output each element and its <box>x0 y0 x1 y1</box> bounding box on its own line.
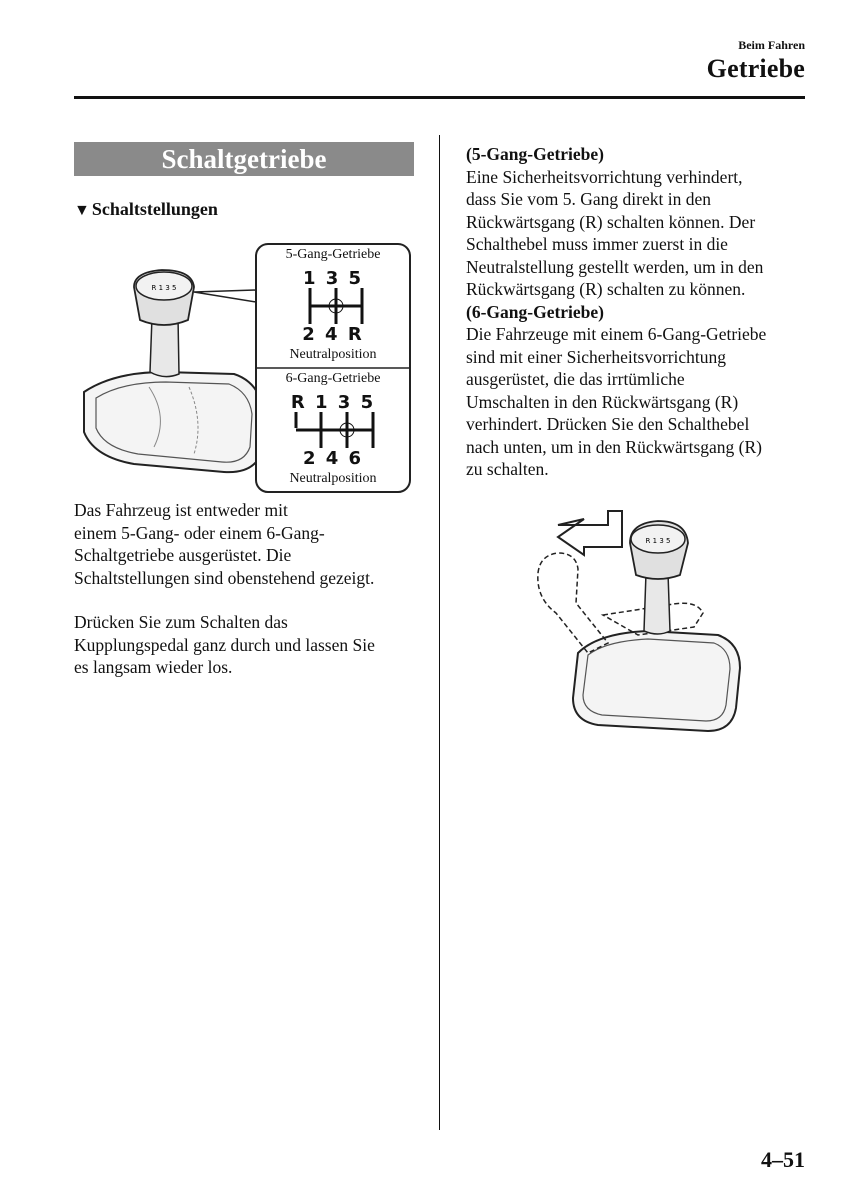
column-divider <box>439 135 440 1130</box>
text-line: Schaltgetriebe ausgerüstet. Die <box>74 545 292 565</box>
box1-top-gears: 1 3 5 <box>302 268 364 289</box>
subheading-text: Schaltstellungen <box>91 199 218 219</box>
text-line: verhindert. Drücken Sie den Schalthebel <box>466 414 750 434</box>
text-line: Rückwärtsgang (R) schalten zu können. <box>466 279 746 299</box>
text-line: nach unten, um in den Rückwärtsgang (R) <box>466 436 762 457</box>
text-line: einem 5-Gang- oder einem 6-Gang- <box>74 522 325 543</box>
box2-top-gears: R 1 3 5 <box>290 392 376 413</box>
page-number: 4–51 <box>761 1147 805 1172</box>
subheading <box>74 199 218 220</box>
right-column-text <box>466 143 811 481</box>
running-header-section: Beim Fahren <box>738 38 805 52</box>
text-line: Rückwärtsgang (R) schalten können. Der <box>466 211 756 232</box>
text-line: zu schalten. <box>466 459 549 479</box>
text-line: dass Sie vom 5. Gang direkt in den <box>466 189 711 209</box>
svg-text:R 1 3 5: R 1 3 5 <box>645 537 671 545</box>
box1-title: 5-Gang-Getriebe <box>285 247 381 262</box>
shift-pattern-figure <box>74 242 414 496</box>
text-line: Schalthebel muss immer zuerst in die <box>466 234 728 254</box>
heading-6-speed: (6-Gang-Getriebe) <box>466 301 605 322</box>
box2-bottom-gears: 2 4 6 <box>302 448 364 469</box>
text-line: Drücken Sie zum Schalten das <box>74 612 288 632</box>
text-line: Umschalten in den Rückwärtsgang (R) <box>466 391 739 412</box>
text-line: Schaltstellungen sind obenstehend gezeigt. <box>74 567 375 588</box>
push-down-arrow-icon <box>558 511 622 555</box>
text-line: es langsam wieder los. <box>74 657 233 677</box>
svg-text:R 1 3 5: R 1 3 5 <box>151 284 177 292</box>
header-rule <box>74 96 805 99</box>
paragraph-clutch <box>74 611 375 679</box>
heading-5-speed: (5-Gang-Getriebe) <box>466 144 605 164</box>
reverse-gear-illustration <box>518 503 748 738</box>
page-title: Getriebe <box>706 54 805 83</box>
text-line: Kupplungspedal ganz durch und lassen Sie <box>74 634 375 655</box>
lever-push-down-illustration <box>518 503 748 738</box>
box1-bottom-gears: 2 4 R <box>302 324 364 345</box>
text-line: ausgerüstet, die das irrtümliche <box>466 369 685 389</box>
triangle-marker-icon: ▼ <box>74 202 90 219</box>
box2-caption: Neutralposition <box>289 471 377 486</box>
text-line: Eine Sicherheitsvorrichtung verhindert, <box>466 166 743 187</box>
text-line: Neutralstellung gestellt werden, um in den <box>466 256 764 277</box>
text-line: Die Fahrzeuge mit einem 6-Gang-Getriebe <box>466 324 767 344</box>
text-line: Das Fahrzeug ist entweder mit <box>74 500 288 520</box>
box1-caption: Neutralposition <box>289 347 377 362</box>
section-title: Schaltgetriebe <box>74 142 414 176</box>
paragraph-intro <box>74 499 374 589</box>
box2-title: 6-Gang-Getriebe <box>285 371 381 386</box>
text-line: sind mit einer Sicherheitsvorrichtung <box>466 346 727 367</box>
